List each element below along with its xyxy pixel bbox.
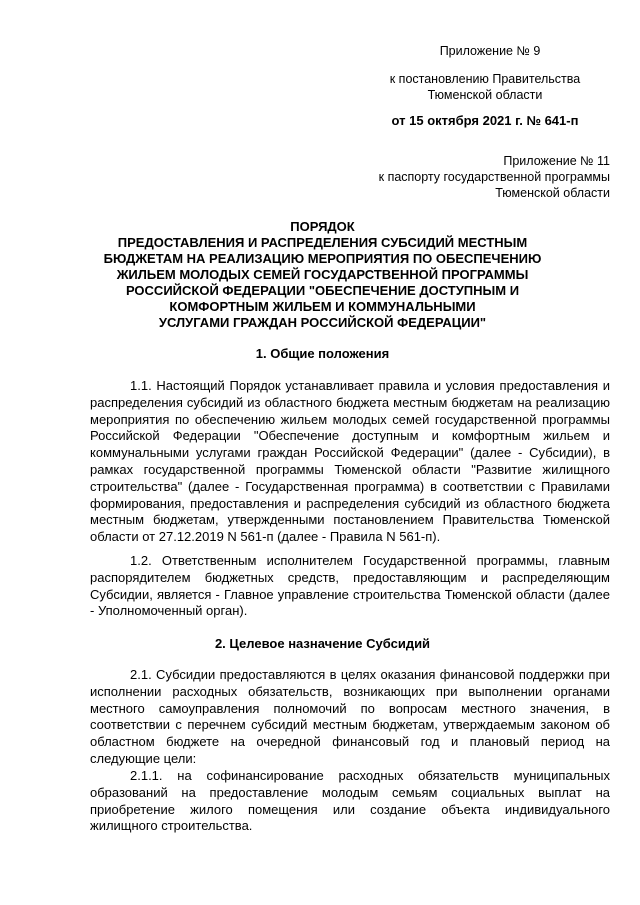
appendix-9-header xyxy=(360,43,610,129)
title-line: КОМФОРТНЫМ ЖИЛЬЕМ И КОММУНАЛЬНЫМИ xyxy=(169,299,476,314)
title-line: УСЛУГАМИ ГРАЖДАН РОССИЙСКОЙ ФЕДЕРАЦИИ" xyxy=(158,315,487,330)
paragraph-2-1: 2.1. Субсидии предоставляются в целях оказания финансовой поддержки при исполнении расходных обязательств, возникающих при выполнении органами местного самоуправления полномочий по вопросам местного значения, в соответствии с перечнем субсидий местным бюджетам, утверждаемым законом об областном бюджете на очередной финансовый год и плановый период на следующие цели: xyxy=(90,667,610,766)
appendix-11-region: Тюменской области xyxy=(495,186,610,200)
section-1-heading: 1. Общие положения xyxy=(255,346,390,361)
paragraph-1-1: 1.1. Настоящий Порядок устанавливает правила и условия предоставления и распределения субсидий из областного бюджета местным бюджетам на реализацию мероприятия по обеспечению жильем молодых семей государственной программы Российской Федерации "Обеспечение доступным и комфортным жильем и коммунальными услугами граждан Российской Федерации" (далее - Субсидии), в рамках государственной программы Тюменской области "Развитие жилищного строительства" (далее - Государственная программа) в соответствии с Правилами формирования, предоставления и распределения субсидий из областного бюджета местным бюджетам, утвержденными постановлением Правительства Тюменской области от 27.12.2019 N 561-п (далее - Правила N 561-п). xyxy=(90,378,610,545)
appendix-9-reference: к постановлению Правительства xyxy=(389,72,581,86)
title-line: РОССИЙСКОЙ ФЕДЕРАЦИИ "ОБЕСПЕЧЕНИЕ ДОСТУПНЫМ И xyxy=(125,283,520,298)
appendix-11-reference: к паспорту государственной программы xyxy=(378,170,610,184)
paragraph-1-2: 1.2. Ответственным исполнителем Государственной программы, главным распорядителем бюджетных средств, предоставляющим и распределяющим Субсидии, является - Главное управление строительства Тюменской области (далее - Уполномоченный орган). xyxy=(90,553,610,619)
title-line: БЮДЖЕТАМ НА РЕАЛИЗАЦИЮ МЕРОПРИЯТИЯ ПО ОБЕСПЕЧЕНИЮ xyxy=(103,251,542,266)
document-title xyxy=(80,219,565,331)
appendix-9-label: Приложение № 9 xyxy=(439,44,541,58)
section-2-heading: 2. Целевое назначение Субсидий xyxy=(214,636,431,651)
appendix-11-label: Приложение № 11 xyxy=(503,154,610,168)
appendix-9-region: Тюменской области xyxy=(427,88,543,102)
title-line: ПОРЯДОК xyxy=(290,219,355,234)
title-line: ПРЕДОСТАВЛЕНИЯ И РАСПРЕДЕЛЕНИЯ СУБСИДИЙ МЕСТНЫМ xyxy=(117,235,528,250)
title-line: ЖИЛЬЕМ МОЛОДЫХ СЕМЕЙ ГОСУДАРСТВЕННОЙ ПРОГРАММЫ xyxy=(116,267,529,282)
paragraph-2-1-1: 2.1.1. на софинансирование расходных обязательств муниципальных образований на предоставление молодым семьям социальных выплат на приобретение жилого помещения или создание объекта индивидуального жилищного строительства. xyxy=(90,768,610,834)
appendix-9-date: от 15 октября 2021 г. № 641-п xyxy=(391,113,579,128)
appendix-11-header xyxy=(340,153,610,201)
